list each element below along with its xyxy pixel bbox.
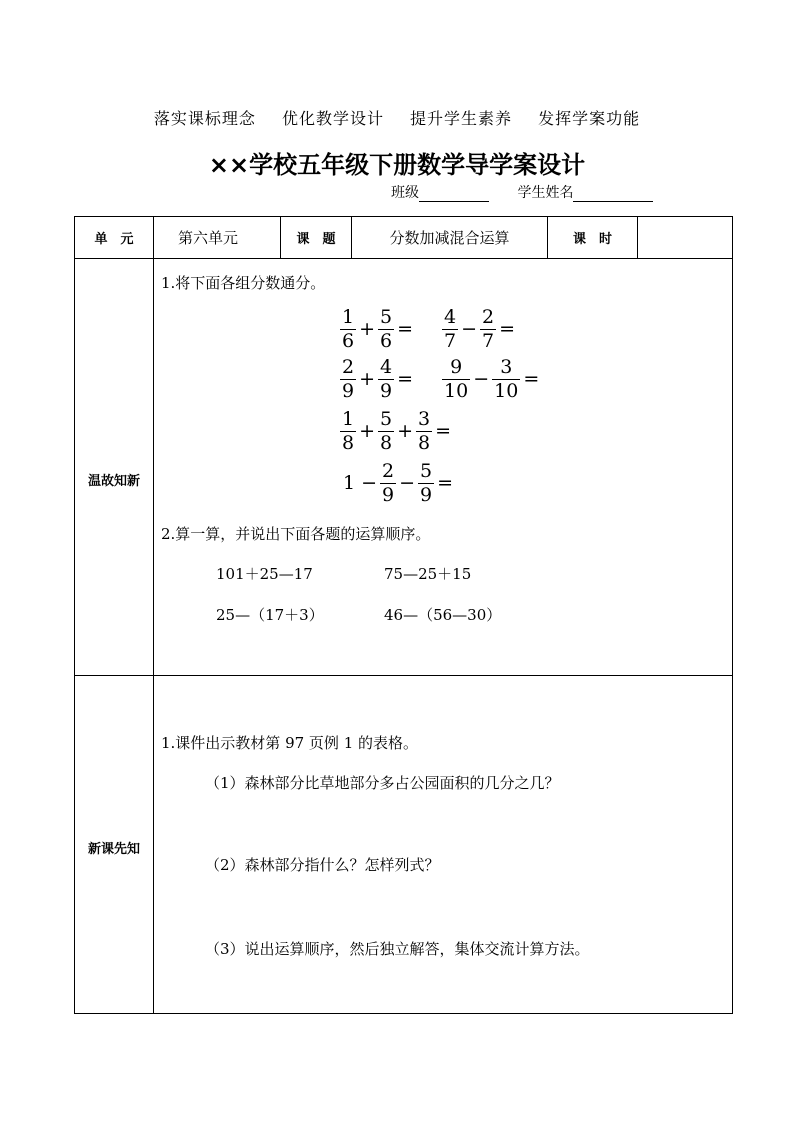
name-field[interactable] — [573, 187, 653, 202]
fraction: $\frac{3}{10}$ — [494, 355, 519, 402]
page-title: ××学校五年级下册数学导学案设计 — [208, 151, 586, 179]
preview-subquestion: （1）森林部分比草地部分多占公园面积的几分之几？ — [205, 774, 560, 792]
topic-value: 分数加减混合运算 — [389, 229, 510, 247]
exercise-item: 25—（17＋3） — [216, 606, 324, 624]
review-question-2: 2.算一算，并说出下面各题的运算顺序。 — [161, 525, 431, 543]
fraction: $\frac{4}{9}$ — [380, 355, 393, 402]
preview-question-1: 1.课件出示教材第 97 页例 1 的表格。 — [161, 734, 419, 752]
row-divider — [74, 675, 733, 676]
topic-label: 课 题 — [296, 232, 336, 247]
fraction: $\frac{4}{7}$ — [444, 305, 457, 352]
equation-row: $\frac{1}{6}$ + $\frac{5}{6}$ = $\frac{4}{7}$ − $\frac{2}{7}$ = — [342, 305, 516, 352]
motto-item: 优化教学设计 — [281, 109, 384, 128]
unit-label: 单 元 — [94, 232, 134, 247]
class-field[interactable] — [419, 187, 489, 202]
name-label: 学生姓名 — [517, 185, 574, 201]
equation-row: 1 − $\frac{2}{9}$ − $\frac{5}{9}$ = — [343, 459, 454, 506]
equation-row: $\frac{1}{8}$ + $\frac{5}{8}$ + $\frac{3}{8}$ = — [342, 407, 452, 454]
fraction: $\frac{5}{9}$ — [420, 459, 433, 506]
unit-value: 第六单元 — [178, 229, 239, 247]
fraction: $\frac{9}{10}$ — [444, 355, 469, 402]
motto-item: 落实课标理念 — [153, 109, 256, 128]
preview-subquestion: （3）说出运算顺序，然后独立解答，集体交流计算方法。 — [205, 940, 590, 958]
exercise-item: 101＋25—17 — [216, 565, 313, 583]
period-value — [638, 217, 732, 258]
section-label-review: 温故知新 — [87, 474, 140, 489]
fraction: $\frac{5}{8}$ — [380, 407, 393, 454]
fraction: $\frac{2}{9}$ — [382, 459, 395, 506]
section-label-preview: 新课先知 — [87, 842, 140, 857]
student-info — [391, 182, 653, 202]
motto-line — [0, 106, 794, 129]
class-label: 班级 — [391, 185, 419, 201]
fraction: $\frac{2}{7}$ — [482, 305, 495, 352]
motto-item: 提升学生素养 — [410, 109, 513, 128]
period-label: 课 时 — [572, 232, 612, 247]
fraction: $\frac{3}{8}$ — [418, 407, 431, 454]
fraction: $\frac{1}{6}$ — [342, 305, 355, 352]
col-divider — [153, 216, 154, 1014]
fraction: $\frac{5}{6}$ — [380, 305, 393, 352]
preview-subquestion: （2）森林部分指什么？怎样列式？ — [205, 856, 440, 874]
fraction: $\frac{2}{9}$ — [342, 355, 355, 402]
row-divider — [74, 258, 733, 259]
motto-item: 发挥学案功能 — [538, 109, 641, 128]
fraction: $\frac{1}{8}$ — [342, 407, 355, 454]
exercise-item: 46—（56—30） — [384, 606, 502, 624]
equation-row: $\frac{2}{9}$ + $\frac{4}{9}$ = $\frac{9}{10}$ − $\frac{3}{10}$ = — [342, 355, 540, 402]
exercise-item: 75—25＋15 — [384, 565, 472, 583]
review-question-1: 1.将下面各组分数通分。 — [161, 274, 326, 292]
